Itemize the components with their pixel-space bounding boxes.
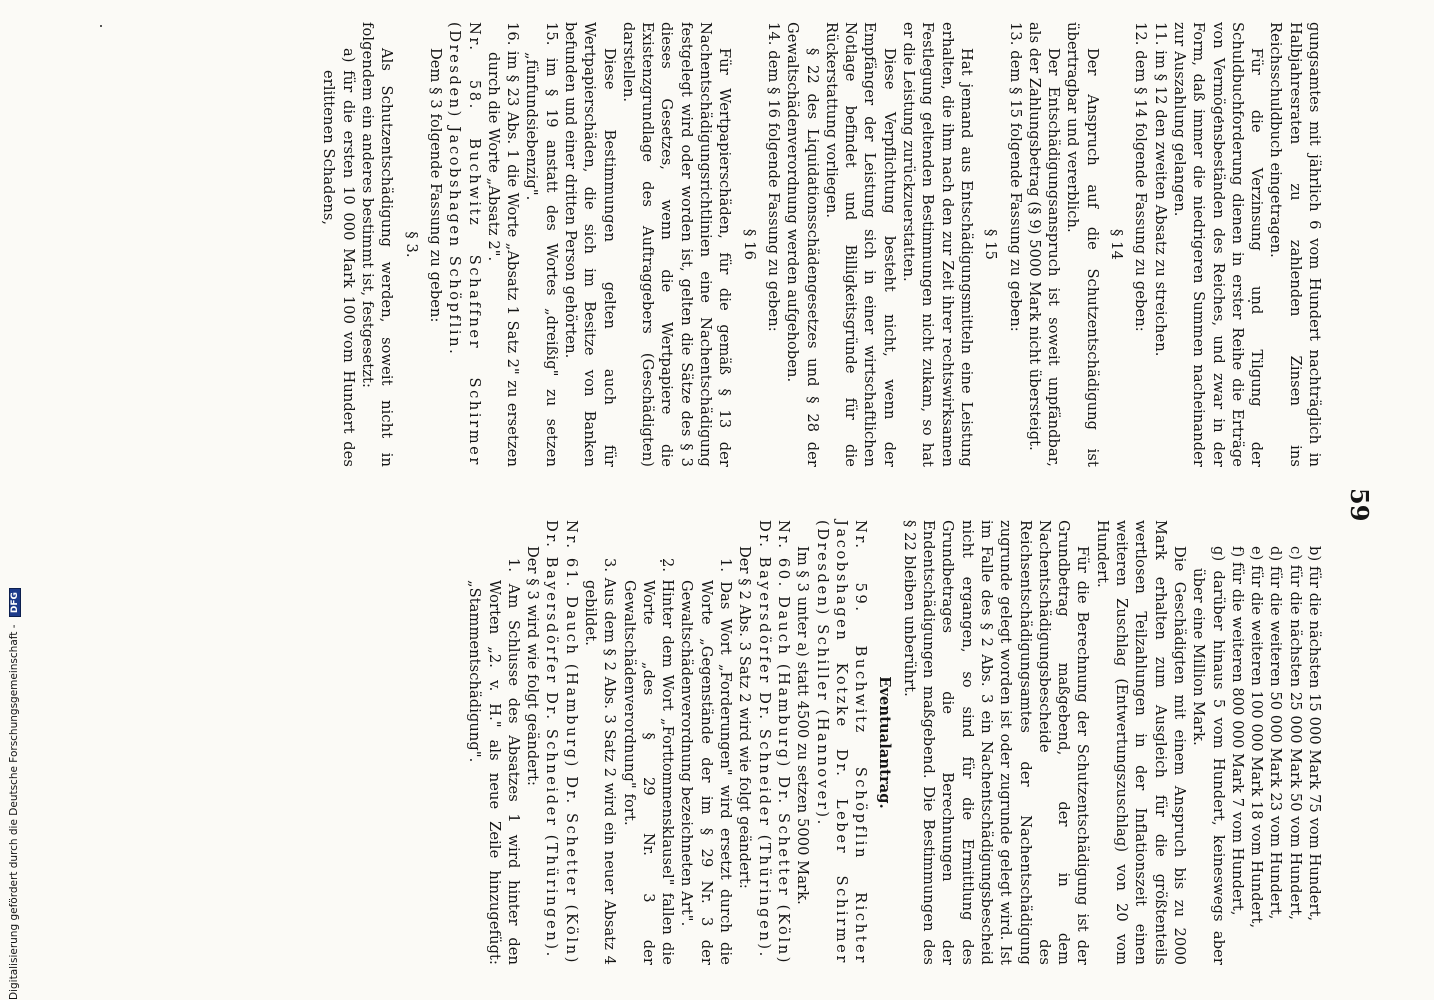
- motion-signatories: Nr. 58. Buchwitz Schaffner Schirmer (Dresden) Jacobshagen Schöpflin.: [446, 22, 483, 467]
- list-item: f) für die weiteren 800 000 Mark 7 vom Hundert,: [1228, 546, 1246, 916]
- section-heading: § 14: [1108, 229, 1126, 260]
- list-item: b) für die nächsten 15 000 Mark 75 vom Hundert,: [1306, 546, 1323, 922]
- paragraph: Dem § 3 folgende Fassung zu geben:: [426, 48, 444, 323]
- list-item: d) für die weiteren 50 000 Mark 23 vom Hundert,: [1267, 546, 1285, 920]
- paragraph: Im § 3 unter a) statt 4500 zu setzen 5000 Mark.: [794, 546, 812, 905]
- paragraph: Diese Verpflichtung besteht nicht, wenn der Empfänger der Leistung sich in einer wirtschaftlichen Notlage befindet und Billigkeitsgründe für die Rückerstattung vorliegen.: [822, 22, 898, 467]
- paragraph: Für die Verzinsung und Tilgung der Schuldbuchforderung dienen in erster Reihe die Erträge von Vermögensbeständen des Reiches, und zwar in der Form, daß immer die niedrigeren Summen nacheinander zur Auszahlung gelangen.: [1170, 22, 1266, 467]
- page-number: 59: [1345, 488, 1374, 522]
- list-item: 3. Aus dem § 2 Abs. 3 Satz 2 wird ein neuer Absatz 4 gebildet.: [582, 558, 619, 965]
- digitization-credit: [8, 0, 21, 1000]
- paragraph: Für Wertpapierschäden, für die gemäß § 13 der Nachentschädigungsrichtlinien eine Nachentschädigung festgelegt wird oder worden ist, gelten die Sätze des § 3 dieses Gesetzes, wenn die Wertpapiere die Existenzgrundlage des Auftraggebers (Geschädigten) darstellen.: [619, 22, 734, 467]
- paragraph: § 22 des Liquidationsschädengesetzes und § 28 der Gewaltschädenverordnung werden aufgehoben.: [784, 22, 821, 467]
- motion-signatories: Nr. 59. Buchwitz Schöpflin Richter Jacobshagen Kotzke Dr. Leber Schirmer (Dresden) Schiller (Hannover).: [813, 520, 870, 965]
- paragraph: Der Entschädigungsanspruch ist soweit unpfändbar, als der Zahlungsbetrag (§ 9) 5000 Mark nicht übersteigt.: [1025, 22, 1063, 467]
- amendment-item: 14. dem § 16 folgende Fassung zu geben:: [764, 22, 782, 332]
- motion-signatories: Nr. 61. Dauch (Hamburg) Dr. Schetter (Köln) Dr. Bayersdörfer Dr. Schneider (Thüringen).: [543, 520, 580, 965]
- amendment-item: 16. im § 23 Abs. 1 die Worte „Absatz 1 Satz 2" zu ersetzen durch die Worte „Absatz 2".: [484, 22, 522, 467]
- left-column: [319, 22, 1324, 467]
- motion-heading: Eventualantrag.: [876, 676, 894, 809]
- dfg-logo: DFG: [9, 588, 21, 617]
- list-item: a) für die ersten 10 000 Mark 100 vom Hundert des erlittenen Schadens,: [320, 48, 357, 467]
- list-item: 1. Das Wort „Forderungen" wird ersetzt durch die Worte „Gegenstände der im § 29 Nr. 3 der Gewaltschädenverordnung bezeichneten Art".: [678, 558, 735, 965]
- paragraph: Der § 2 Abs. 3 Satz 2 wird wie folgt geändert:: [736, 546, 754, 889]
- section-heading: § 3.: [402, 231, 420, 258]
- list-item: c) für die nächsten 25 000 Mark 50 vom Hundert,: [1286, 546, 1304, 921]
- list-item: 1. Am Schlusse des Absatzes 1 wird hinter den Worten „2. v. H." als neue Zeile hinzugefügt: „Stammentschädigung".: [466, 558, 522, 965]
- list-item: 2. Hinter dem Wort „Forttommensklausel" fallen die Worte „des § 29 Nr. 3 der Gewaltschädenverordnung" fort.: [620, 558, 677, 965]
- credit-text: Digitalisierung gefördert durch die Deutsche Forschungsgemeinschaft -: [8, 624, 20, 1000]
- amendment-item: 11. im § 12 den zweiten Absatz zu streichen.: [1151, 22, 1169, 357]
- amendment-item: 13. dem § 15 folgende Fassung zu geben:: [1006, 22, 1024, 332]
- paragraph: gungsamtes mit jährlich 6 vom Hundert nachträglich in Halbjahresraten zu zahlenden Zinsen ins Reichsschuldbuch eingetragen.: [1267, 22, 1323, 467]
- amendment-item: 15. im § 19 anstatt des Wortes „dreißig" zu setzen „fünfundsiebenzig".: [523, 22, 560, 467]
- paragraph: Der Anspruch auf die Schutzentschädigung ist übertragbar und vererblich.: [1064, 22, 1101, 467]
- amendment-item: 12. dem § 14 folgende Fassung zu geben:: [1132, 22, 1150, 332]
- list-item: g) darüber hinaus 5 vom Hundert, keineswegs aber über eine Million Mark.: [1190, 546, 1227, 965]
- motion-signatories: Nr. 60. Dauch (Hamburg) Dr. Schetter (Köln) Dr. Bayersdörfer Dr. Schneider (Thüringen).: [755, 520, 792, 965]
- paragraph: Der § 3 wird wie folgt geändert:: [524, 546, 542, 787]
- paragraph: Für die Berechnung der Schutzentschädigung ist der Grundbetrag maßgebend, der in dem Nachentschädigungsbescheide des Reichsentschädigungsamtes der Nachentschädigung zugrunde gelegt worden ist oder zugrunde gelegt wird. Ist im Falle des § 2 Abs. 3 ein Nachentschädigungsbescheid nicht ergangen, so sind für die Ermittlung des Grundbetrages die Berechnungen der Endentschädigungen maßgebend. Die Bestimmungen des § 22 bleiben unberührt.: [900, 520, 1092, 965]
- paragraph: Als Schutzentschädigung werden, soweit nicht in folgendem ein anderes bestimmt ist, festgesetzt:: [359, 22, 396, 467]
- paragraph: Hat jemand aus Entschädigungsmitteln eine Leistung erhalten, die ihm nach den zur Zeit ihrer rechtswirksamen Festlegung geltenden Bestimmungen nicht zukam, so hat er die Leistung zurückzuerstatten.: [900, 22, 975, 467]
- section-heading: § 15: [982, 229, 1000, 260]
- list-item: e) für die weiteren 100 000 Mark 18 vom Hundert,: [1248, 546, 1266, 929]
- right-column: [465, 520, 1324, 965]
- section-heading: § 16: [740, 229, 758, 260]
- paragraph: Diese Bestimmungen gelten auch für Wertpapierschäden, die sich im Besitze von Banken befunden und einer dritten Person gehörten.: [562, 22, 618, 467]
- paragraph: Die Geschädigten mit einem Anspruch bis zu 2000 Mark erhalten zum Ausgleich für die größtenteils wertlosen Teilzahlungen in der Inflationszeit einen weiteren Zuschlag (Entwertungszuschlag) von 20 vom Hundert.: [1093, 520, 1188, 965]
